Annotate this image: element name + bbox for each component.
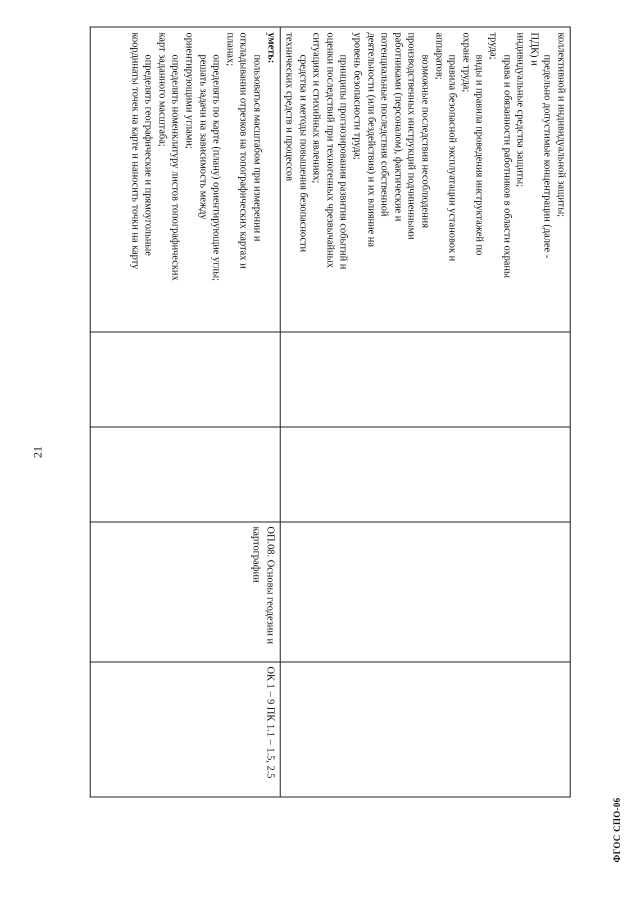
text-line: труда; bbox=[487, 32, 499, 60]
text-line: предельно допустимые концентрации (далее - bbox=[542, 54, 554, 259]
footer-mark: ФГОС СПО-06 bbox=[612, 797, 622, 863]
table-row bbox=[280, 27, 570, 797]
skills-header: уметь: bbox=[265, 32, 277, 64]
text-line: средства и методы повышения безопасности bbox=[297, 54, 309, 253]
text-line: правила безопасной эксплуатации установок и bbox=[446, 54, 458, 262]
text-line: виды и правила проведения инструктажей по bbox=[474, 54, 486, 256]
text-line: потенциальные последствия собственной bbox=[379, 32, 391, 217]
text-line: технических средств и процессов bbox=[283, 32, 295, 182]
text-line: права и обязанности работников в области охраны bbox=[501, 54, 513, 278]
text-line: определять номенклатуру листов топографических bbox=[170, 54, 182, 281]
hours-cell bbox=[90, 332, 280, 427]
knowledge-cell bbox=[280, 27, 570, 332]
competencies-cell: ОК 1 – 9 ПК 1.1 – 1.5, 2.5 bbox=[90, 662, 280, 797]
text-line: определять географические и прямоугольные bbox=[142, 54, 154, 256]
text-line: уровень безопасности труда; bbox=[351, 32, 363, 160]
text-line: производственных инструкций подчиненными bbox=[406, 32, 418, 240]
text-line: ситуациях и стихийных явлениях; bbox=[311, 32, 323, 184]
text-line: ориентирующими углами; bbox=[183, 32, 195, 149]
text-line: коллективной и индивидуальной защиты; bbox=[555, 32, 567, 218]
text-line: возможные последствия несоблюдения bbox=[419, 54, 431, 228]
discipline-cell bbox=[280, 522, 570, 662]
skills-cell bbox=[90, 27, 280, 332]
text-line: работниками (персоналом), фактические и bbox=[392, 32, 404, 222]
text-line: откладывании отрезков на топографических картах и bbox=[238, 32, 250, 269]
competencies-cell bbox=[280, 662, 570, 797]
text-line: ПДК) и bbox=[528, 32, 540, 66]
text-line: карт заданного масштаба; bbox=[156, 32, 168, 147]
text-line: охране труда; bbox=[460, 32, 472, 93]
competency-table bbox=[89, 27, 570, 798]
hours-cell bbox=[90, 427, 280, 522]
text-line: определять по карте (плану) ориентирующие углы; bbox=[210, 54, 222, 281]
text-line: планах; bbox=[224, 32, 236, 67]
table-row bbox=[90, 27, 280, 797]
text-line: оценки последствий при техногенных чрезвычайных bbox=[324, 32, 336, 268]
text-line: индивидуальные средства защиты; bbox=[514, 32, 526, 188]
hours-cell bbox=[280, 332, 570, 427]
hours-cell bbox=[280, 427, 570, 522]
text-line: аппаратов; bbox=[433, 32, 445, 80]
text-line: координаты точек на карте и наносить точки на карту bbox=[129, 32, 141, 270]
text-line: деятельности (или бездействия) и их влияние на bbox=[365, 32, 377, 247]
text-line: пользоваться масштабом при измерении и bbox=[251, 54, 263, 242]
discipline-cell: ОП.08. Основы геодезии и картографии bbox=[90, 522, 280, 662]
text-line: принципы прогнозирования развития событий и bbox=[338, 54, 350, 270]
text-line: решать задачи на зависимость между bbox=[197, 54, 209, 220]
page-number: 21 bbox=[30, 446, 45, 458]
